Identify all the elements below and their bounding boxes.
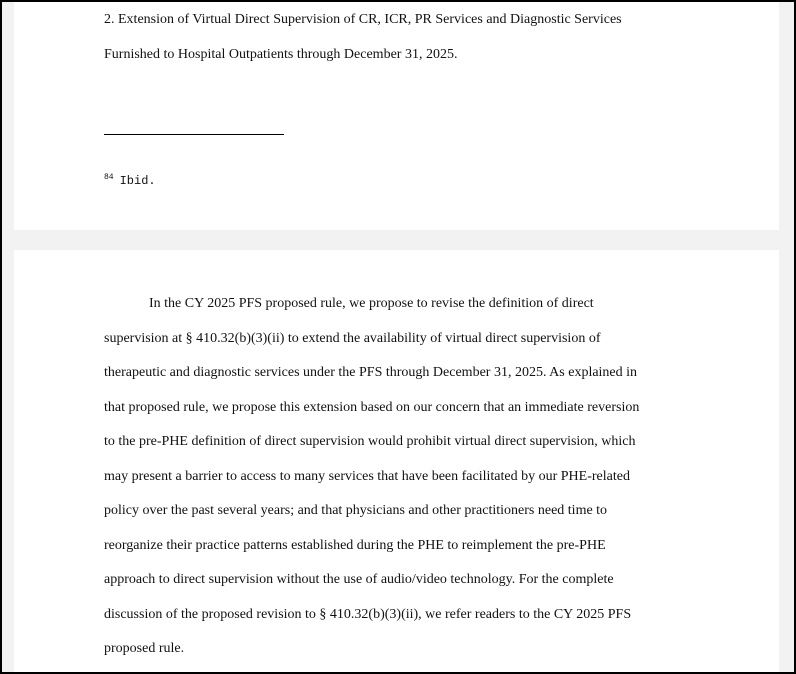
section-heading-line-2: Furnished to Hospital Outpatients through December 31, 2025. bbox=[104, 47, 458, 62]
footnote-separator bbox=[104, 134, 284, 135]
paragraph-line: proposed rule. bbox=[104, 641, 185, 656]
paragraph-line: discussion of the proposed revision to § 410.32(b)(3)(ii), we refer readers to the CY 2025 PFS bbox=[104, 607, 632, 622]
paragraph-line: to the pre-PHE definition of direct supervision would prohibit virtual direct supervision, which bbox=[104, 434, 636, 449]
paragraph-line: that proposed rule, we propose this extension based on our concern that an immediate reversion bbox=[104, 400, 640, 415]
paragraph-line: may present a barrier to access to many services that have been facilitated by our PHE-related bbox=[104, 469, 630, 484]
paragraph-line: reorganize their practice patterns established during the PHE to reimplement the pre-PHE bbox=[104, 538, 606, 553]
footnote bbox=[104, 170, 156, 189]
footnote-text: Ibid. bbox=[119, 174, 156, 188]
paragraph-line: policy over the past several years; and that physicians and other practitioners need time to bbox=[104, 503, 608, 518]
paragraph-line: supervision at § 410.32(b)(3)(ii) to extend the availability of virtual direct supervision of bbox=[104, 331, 601, 346]
section-heading-line-1: 2. Extension of Virtual Direct Supervision of CR, ICR, PR Services and Diagnostic Services bbox=[104, 12, 622, 27]
document-page-top bbox=[14, 2, 779, 230]
paragraph-line: In the CY 2025 PFS proposed rule, we propose to revise the definition of direct bbox=[149, 296, 594, 311]
footnote-number: 84 bbox=[104, 173, 114, 182]
paragraph-line: approach to direct supervision without the use of audio/video technology. For the complete bbox=[104, 572, 614, 587]
paragraph-line: therapeutic and diagnostic services under the PFS through December 31, 2025. As explained in bbox=[104, 365, 638, 380]
document-page-bottom bbox=[14, 250, 779, 674]
